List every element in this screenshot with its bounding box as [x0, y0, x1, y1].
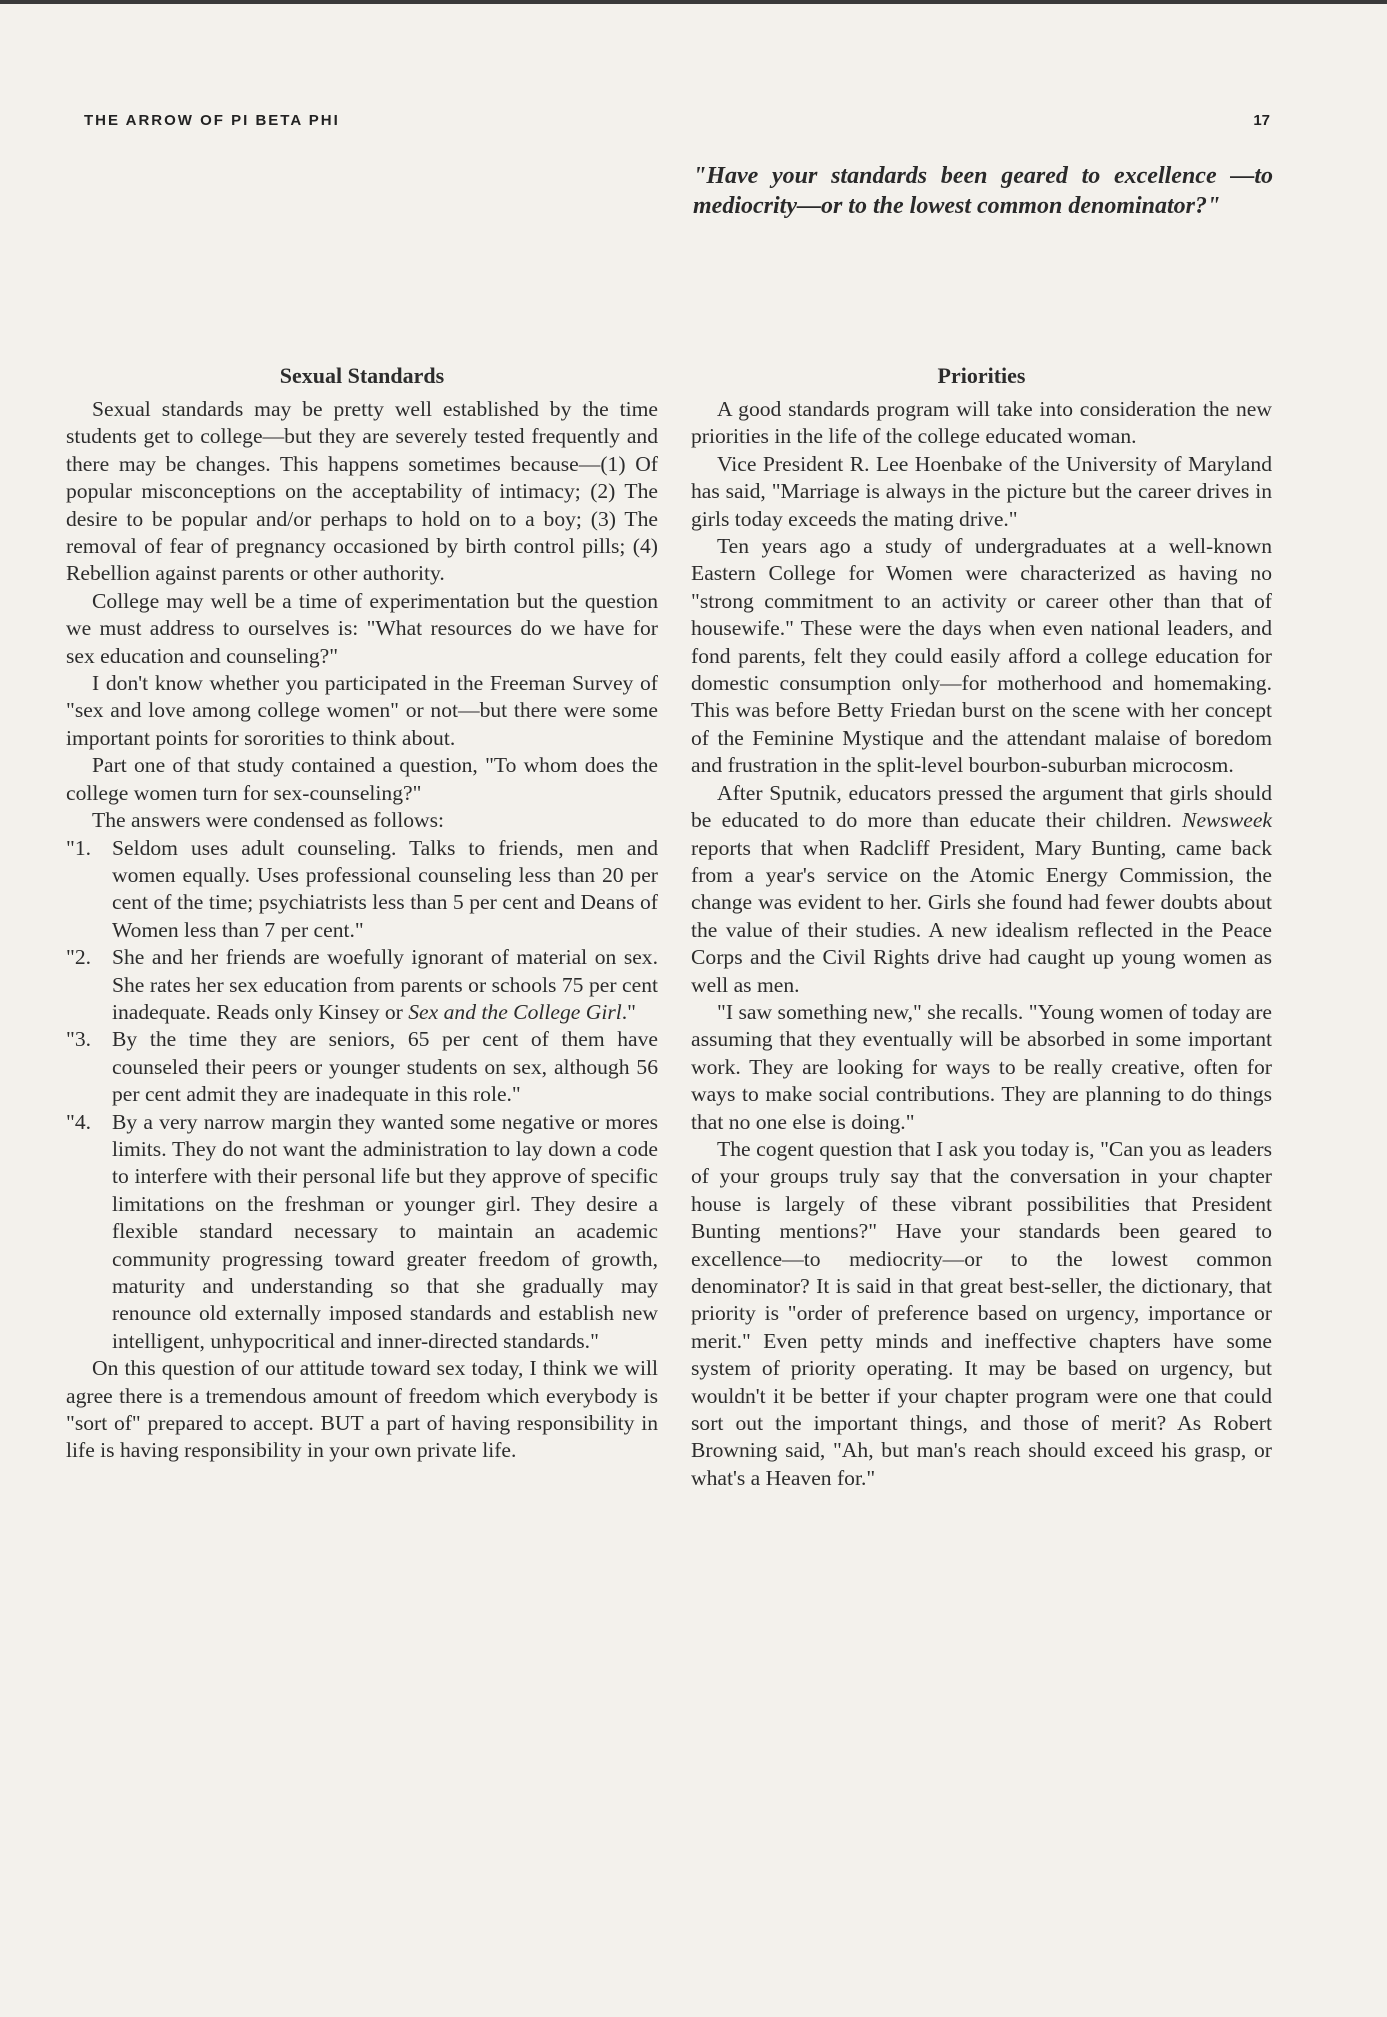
- section-heading-sexual-standards: Sexual Standards: [279, 363, 445, 388]
- book-title: Sex and the College Girl: [408, 999, 622, 1024]
- list-item-text: Seldom uses adult counseling. Talks to friends, men and women equally. Uses professional counseling less than 20 per cent of the time; psychiatrists less than 5 per cent and Deans of Women less than 7 per cent.": [112, 835, 658, 942]
- paragraph: The answers were condensed as follows:: [92, 808, 444, 833]
- paragraph: A good standards program will take into consideration the new priorities in the life of the college educated woman.: [691, 397, 1272, 449]
- running-header: [84, 112, 1270, 129]
- paragraph: Vice President R. Lee Hoenbake of the University of Maryland has said, "Marriage is always in the picture but the career drives in girls today exceeds the mating drive.": [691, 451, 1272, 531]
- paragraph-text-end: reports that when Radcliff President, Mary Bunting, came back from a year's service on the Atomic Energy Commission, the change was evident to her. Girls she found had fewer doubts about the value of their studies. A new idealism reflected in the Peace Corps and the Civil Rights drive had caught up young women as well as men.: [691, 835, 1272, 997]
- list-item: [66, 944, 658, 1026]
- top-border: [0, 0, 1387, 4]
- paragraph-text: After Sputnik, educators pressed the argument that girls should be educated to do more than educate their children.: [691, 780, 1272, 833]
- running-title: THE ARROW OF PI BETA PHI: [84, 112, 340, 129]
- list-item: [66, 835, 658, 945]
- paragraph: I don't know whether you participated in the Freeman Survey of "sex and love among college women" or not—but there were some important points for sororities to think about.: [66, 671, 658, 750]
- paragraph: Part one of that study contained a question, "To whom does the college women turn for sex-counseling?": [66, 753, 658, 805]
- right-column: [691, 362, 1272, 1492]
- left-column: [66, 362, 658, 1465]
- list-item-text: By a very narrow margin they wanted some negative or mores limits. They do not want the administration to lay down a code to interfere with their personal life but they approve of specific limitations on the freshman or younger girl. They desire a flexible standard necessary to maintain an academic community progressing toward greater freedom of growth, maturity and understanding so that she gradually may renounce old externally imposed standards and establish new intelligent, unhypocritical and inner-directed standards.": [112, 1109, 658, 1353]
- list-item-text: By the time they are seniors, 65 per cent of them have counseled their peers or younger students on sex, although 56 per cent admit they are inadequate in this role.": [112, 1027, 658, 1107]
- survey-answers-list: [66, 835, 658, 1356]
- list-item: [66, 1109, 658, 1356]
- pull-quote: "Have your standards been geared to excellence —to mediocrity—or to the lowest common denominator?": [693, 163, 1273, 219]
- list-item: [66, 1026, 658, 1108]
- list-number: "4.: [66, 1109, 92, 1134]
- list-number: "2.: [66, 945, 92, 970]
- paragraph: On this question of our attitude toward sex today, I think we will agree there is a tremendous amount of freedom which everybody is "sort of" prepared to accept. BUT a part of having responsibility in life is having responsibility in your own private life.: [66, 1356, 658, 1463]
- paragraph: The cogent question that I ask you today is, "Can you as leaders of your groups truly say that the conversation in your chapter house is largely of these vibrant possibilities that President Bunting mentions?" Have your standards been geared to excellence—to mediocrity—or to the lowest common denominator? It is said in that great best-seller, the dictionary, that priority is "order of preference based on urgency, importance or merit." Even petty minds and ineffective chapters have some system of priority operating. It may be based on urgency, but wouldn't it be better if your chapter program were one that could sort out the important things, and those of merit? As Robert Browning said, "Ah, but man's reach should exceed his grasp, or what's a Heaven for.": [691, 1136, 1272, 1490]
- list-item-text: She and her friends are woefully ignorant of material on sex. She rates her sex education from parents or schools 75 per cent inadequate. Reads only Kinsey or: [112, 945, 658, 1024]
- page-number: 17: [1253, 112, 1270, 129]
- list-item-text-end: .": [621, 999, 636, 1024]
- list-number: "3.: [66, 1027, 92, 1052]
- paragraph: College may well be a time of experimentation but the question we must address to ourselves is: "What resources do we have for sex education and counseling?": [66, 588, 658, 668]
- paragraph: Ten years ago a study of undergraduates at a well-known Eastern College for Women were characterized as having no "strong commitment to an activity or career other than that of housewife." These were the days when even national leaders, and fond parents, felt they could easily afford a college education for domestic consumption only—for motherhood and homemaking. This was before Betty Friedan burst on the scene with her concept of the Feminine Mystique and the attendant malaise of boredom and frustration in the split-level bourbon-suburban microcosm.: [691, 534, 1272, 778]
- paragraph: Sexual standards may be pretty well established by the time students get to college—but they are severely tested frequently and there may be changes. This happens sometimes because—(1) Of popular misconceptions on the acceptability of intimacy; (2) The desire to be popular and/or perhaps to hold on to a boy; (3) The removal of fear of pregnancy occasioned by birth control pills; (4) Rebellion against parents or other authority.: [66, 397, 658, 586]
- paragraph: "I saw something new," she recalls. "Young women of today are assuming that they eventually will be absorbed in some important work. They are looking for ways to be really creative, often for ways to make social contributions. They are planning to do things that no one else is doing.": [691, 999, 1272, 1134]
- list-number: "1.: [66, 835, 92, 860]
- paragraph: [691, 780, 1272, 999]
- section-heading-priorities: Priorities: [937, 363, 1026, 388]
- publication-title: Newsweek: [1182, 808, 1272, 833]
